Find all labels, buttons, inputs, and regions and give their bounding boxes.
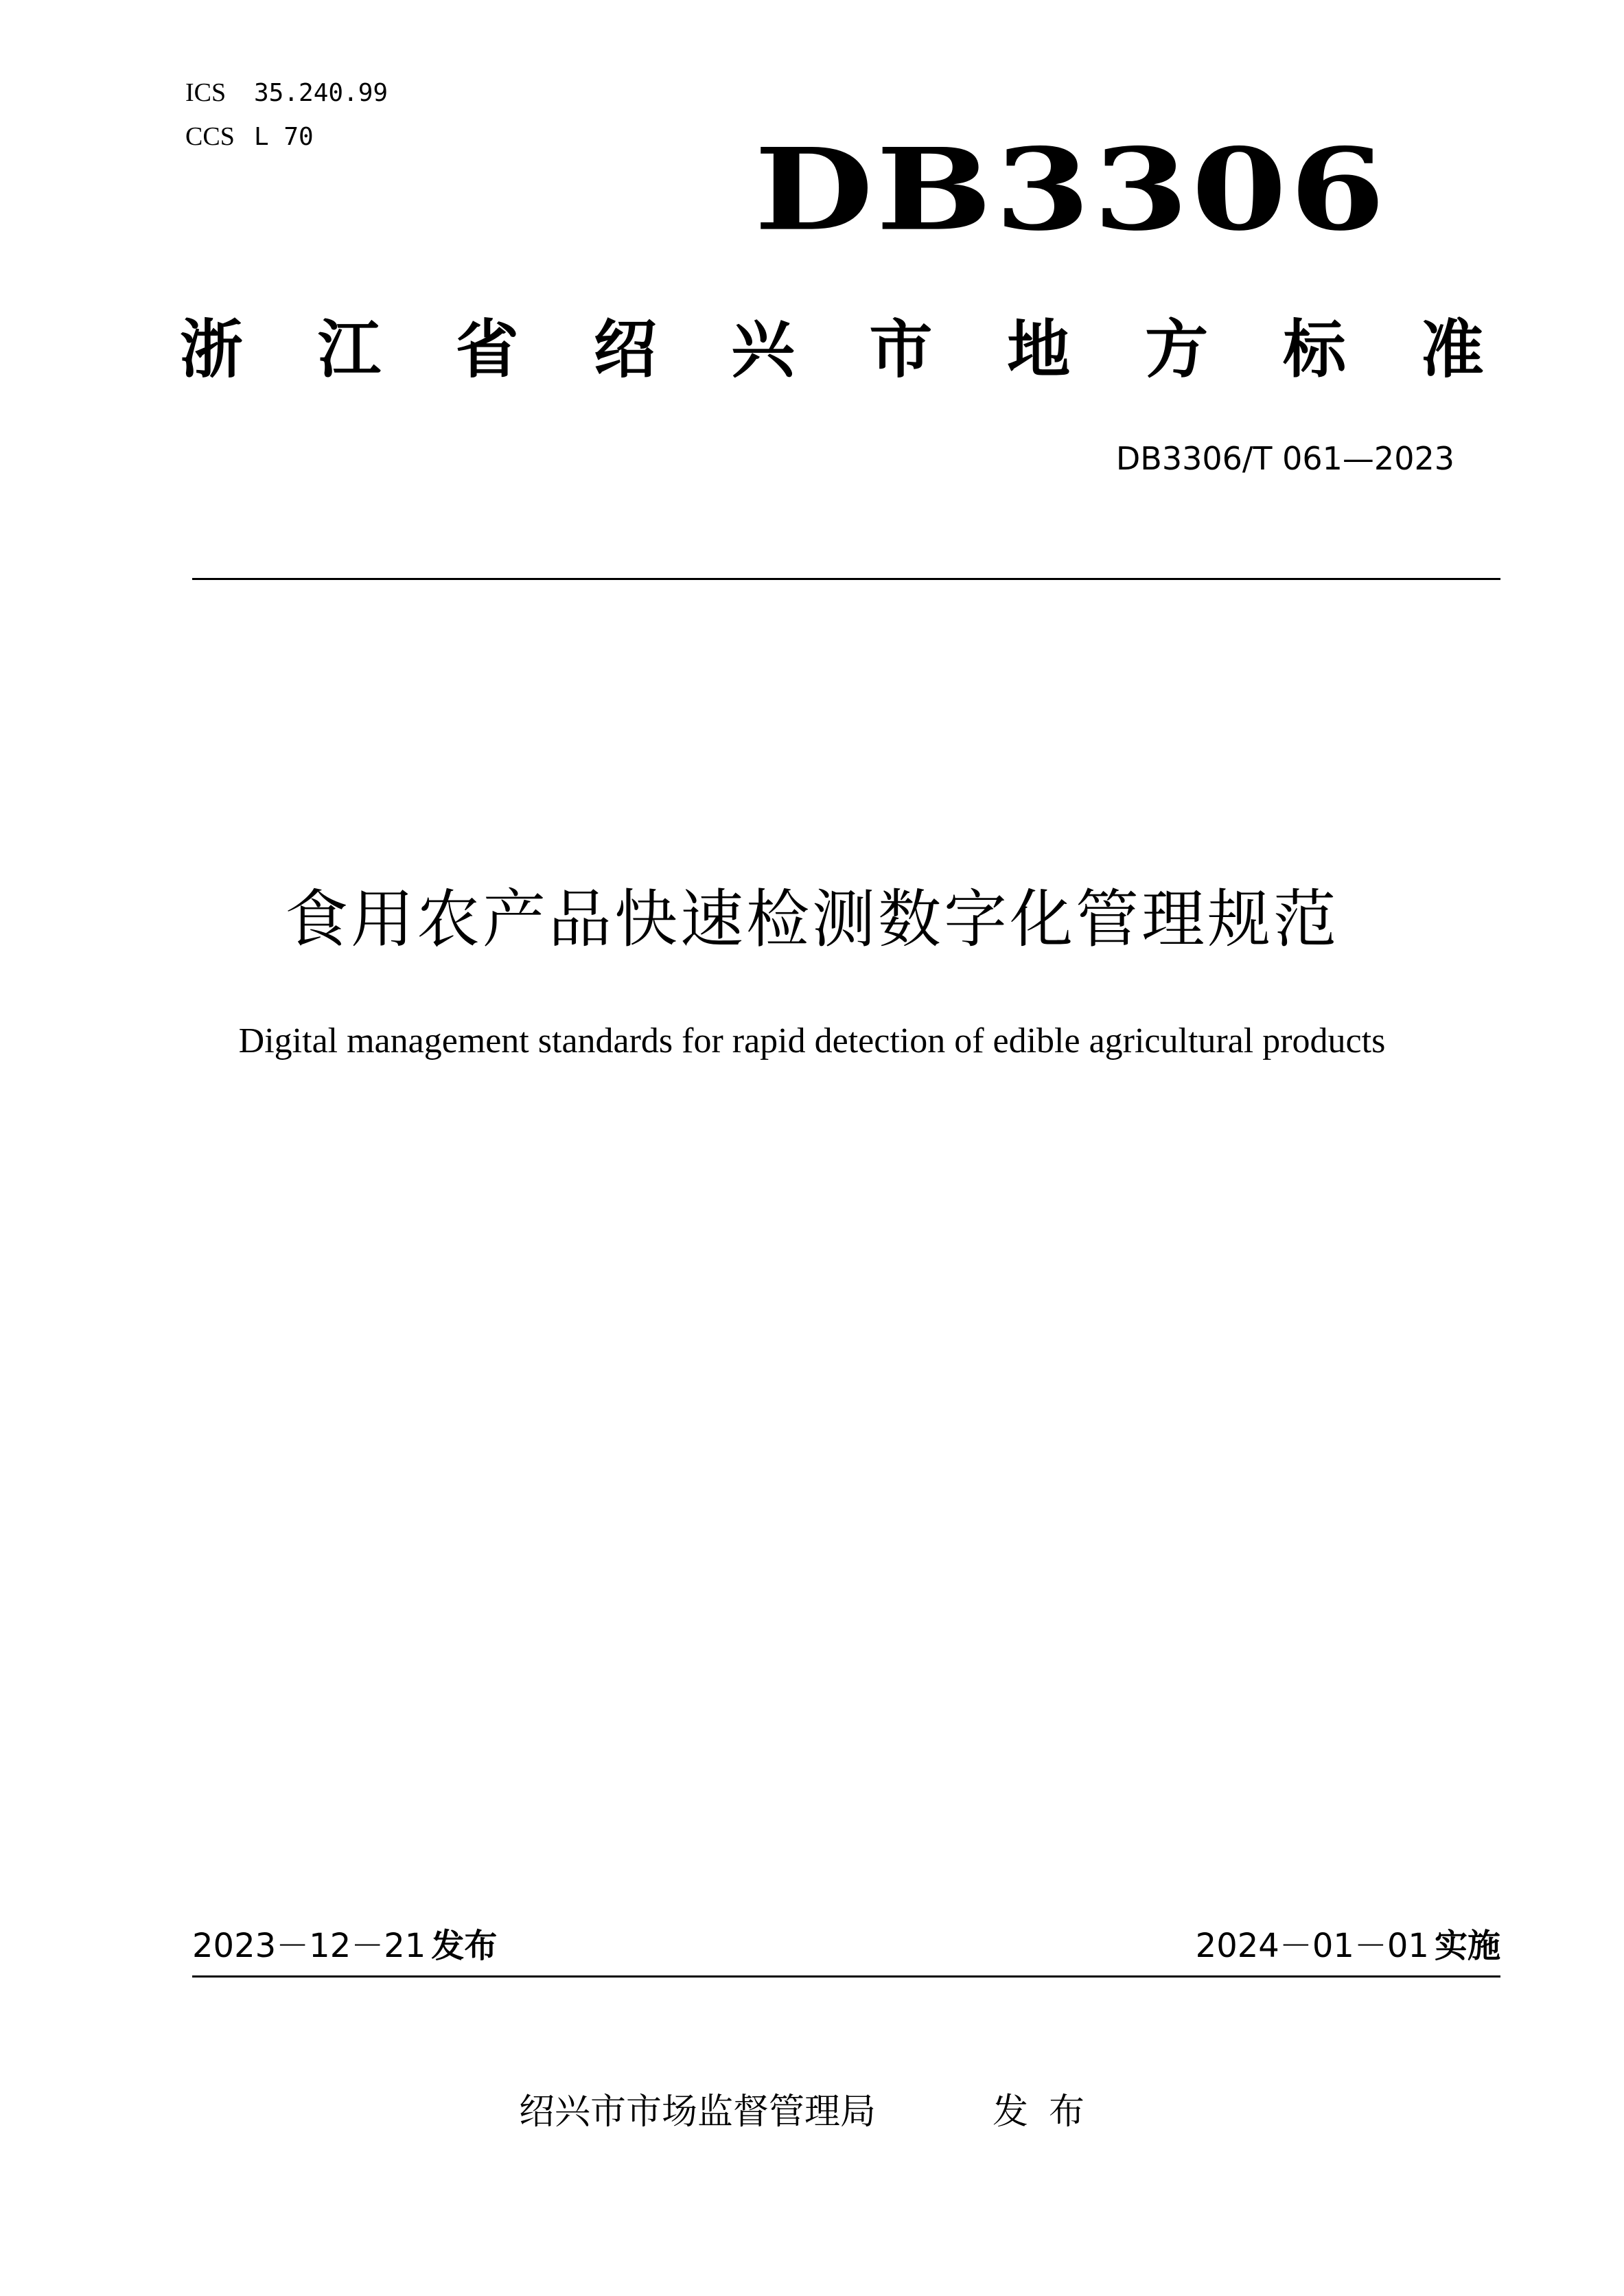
region-char: 标 bbox=[1283, 313, 1347, 386]
issuer-line bbox=[0, 2090, 1624, 2134]
issue-date-label: 发布 bbox=[431, 1927, 498, 1965]
bottom-divider bbox=[192, 1975, 1500, 1978]
region-char: 绍 bbox=[593, 313, 657, 386]
issuer-action: 发布 bbox=[993, 2091, 1106, 2133]
issuing-authority: 绍兴市市场监督管理局 bbox=[518, 2091, 876, 2133]
document-title-english: Digital management standards for rapid detection of edible agricultural products bbox=[238, 1021, 1386, 1060]
document-title-chinese: 食用农产品快速检测数字化管理规范 bbox=[284, 883, 1339, 956]
top-divider bbox=[192, 578, 1500, 580]
region-char: 浙 bbox=[180, 313, 244, 386]
region-char: 准 bbox=[1420, 313, 1484, 386]
effective-date-label: 实施 bbox=[1434, 1927, 1500, 1965]
region-char: 兴 bbox=[731, 313, 795, 386]
region-char: 省 bbox=[455, 313, 519, 386]
ics-value: 35.240.99 bbox=[254, 79, 388, 107]
db-standard-logo: DB3306 bbox=[754, 124, 1388, 256]
standard-number: DB3306/T 061—2023 bbox=[1115, 440, 1454, 477]
effective-date-value: 2024－01－01 bbox=[1195, 1927, 1429, 1965]
ccs-label: CCS bbox=[185, 122, 235, 151]
region-char: 江 bbox=[317, 313, 381, 386]
effective-date bbox=[1196, 1925, 1500, 1967]
ics-code bbox=[185, 77, 388, 109]
region-char: 方 bbox=[1145, 313, 1209, 386]
issue-date-value: 2023－12－21 bbox=[192, 1927, 426, 1965]
region-char: 地 bbox=[1007, 313, 1071, 386]
issue-date bbox=[192, 1925, 497, 1967]
ics-label: ICS bbox=[185, 78, 227, 107]
region-char: 市 bbox=[869, 313, 933, 386]
region-standard-heading bbox=[180, 312, 1484, 388]
ccs-value: L 70 bbox=[254, 123, 314, 151]
ccs-code bbox=[185, 121, 314, 153]
